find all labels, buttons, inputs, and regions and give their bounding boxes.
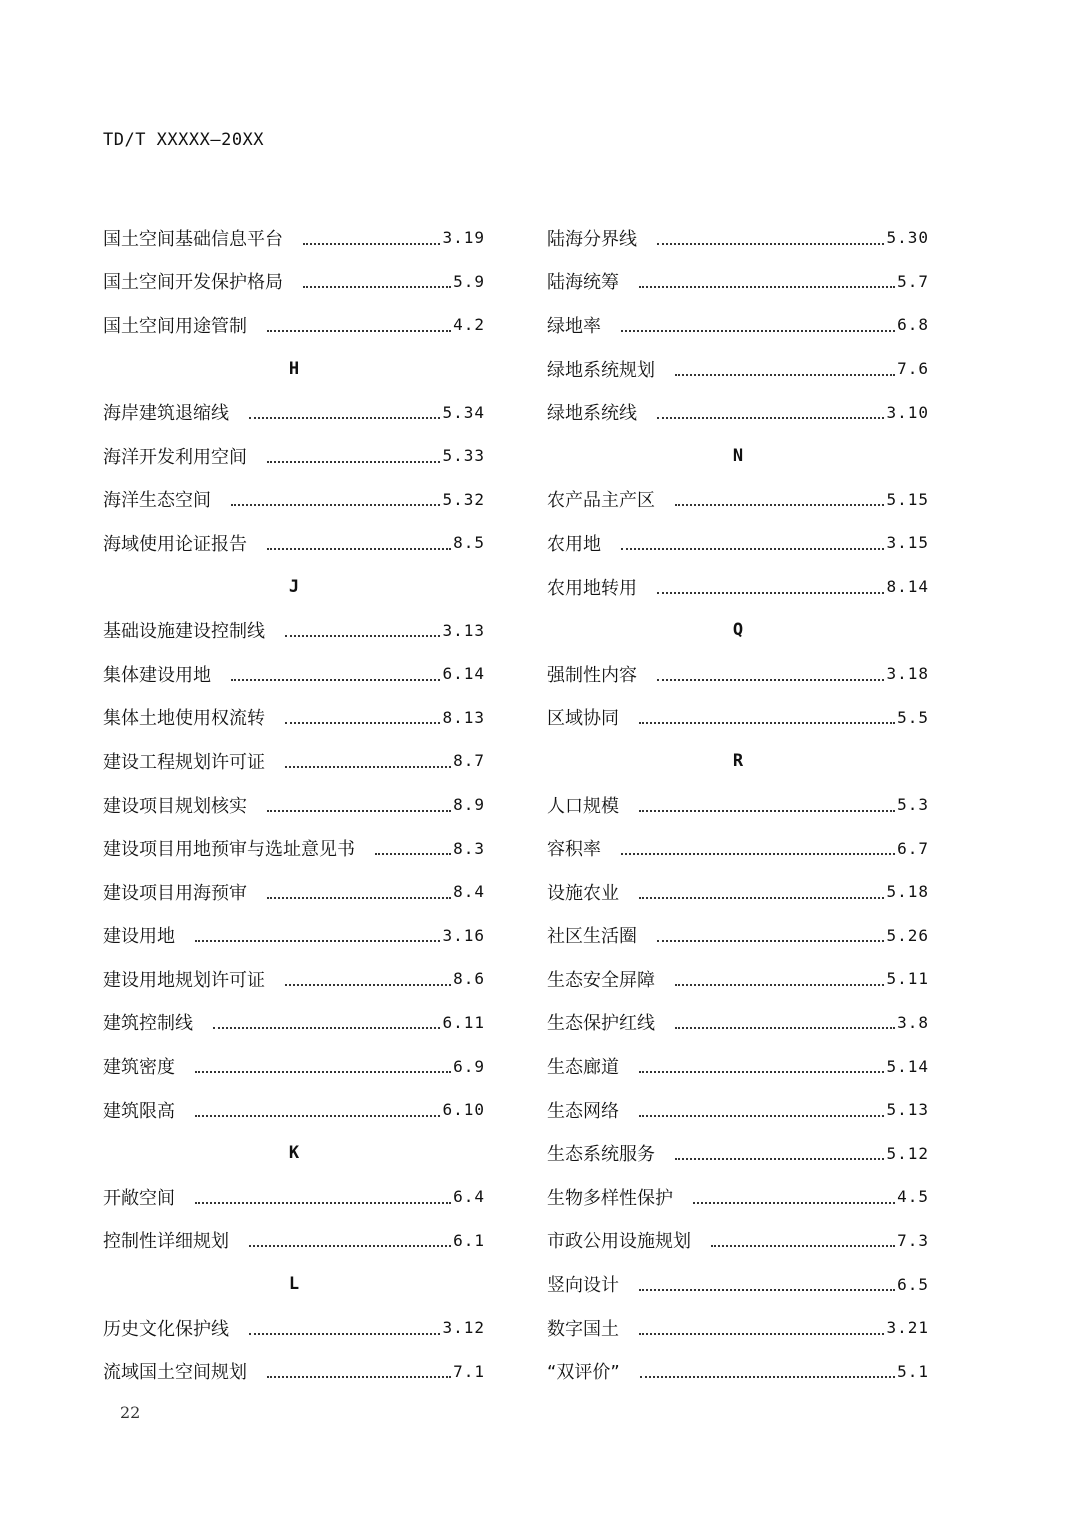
index-term: 陆海统筹 bbox=[547, 272, 619, 294]
index-clause-ref: 6.9 bbox=[453, 1056, 485, 1076]
dot-leader bbox=[195, 940, 440, 942]
index-term: 历史文化保护线 bbox=[103, 1318, 229, 1340]
index-entry bbox=[103, 739, 485, 783]
index-clause-ref: 8.4 bbox=[453, 882, 485, 902]
index-term: 建设工程规划许可证 bbox=[103, 751, 265, 773]
index-term: 海域使用论证报告 bbox=[103, 533, 247, 555]
dot-leader bbox=[213, 1027, 440, 1029]
index-letter-heading: Q bbox=[732, 620, 744, 641]
index-term: 区域协同 bbox=[547, 708, 619, 730]
index-term: 绿地系统线 bbox=[547, 403, 637, 425]
index-letter-heading: N bbox=[732, 445, 744, 466]
index-entry bbox=[103, 783, 485, 827]
index-term: 海洋开发利用空间 bbox=[103, 446, 247, 468]
index-clause-ref: 6.10 bbox=[442, 1100, 485, 1120]
index-clause-ref: 5.34 bbox=[442, 402, 485, 422]
index-entry bbox=[547, 478, 929, 522]
index-entry bbox=[547, 870, 929, 914]
dot-leader bbox=[249, 1333, 440, 1335]
index-term: 农用地 bbox=[547, 533, 601, 555]
index-entry bbox=[547, 390, 929, 434]
index-term: 国土空间用途管制 bbox=[103, 315, 247, 337]
index-term: 国土空间基础信息平台 bbox=[103, 228, 283, 250]
index-clause-ref: 5.3 bbox=[897, 795, 929, 815]
index-clause-ref: 8.9 bbox=[453, 795, 485, 815]
index-letter-heading: R bbox=[732, 750, 744, 771]
index-letter-heading: K bbox=[288, 1143, 300, 1164]
dot-leader bbox=[195, 1115, 440, 1117]
index-term: 容积率 bbox=[547, 839, 601, 861]
dot-leader bbox=[285, 984, 451, 986]
index-clause-ref: 8.3 bbox=[453, 838, 485, 858]
index-term: 农产品主产区 bbox=[547, 490, 655, 512]
index-term: 建筑密度 bbox=[103, 1057, 175, 1079]
index-entry bbox=[547, 521, 929, 565]
index-term: 生态安全屏障 bbox=[547, 969, 655, 991]
index-entry bbox=[103, 1175, 485, 1219]
index-entry bbox=[547, 1044, 929, 1088]
index-term: “双评价” bbox=[547, 1362, 620, 1384]
dot-leader bbox=[639, 897, 884, 899]
index-clause-ref: 8.14 bbox=[886, 577, 929, 597]
dot-leader bbox=[267, 548, 451, 550]
index-clause-ref: 3.13 bbox=[442, 620, 485, 640]
index-clause-ref: 5.11 bbox=[886, 969, 929, 989]
index-entry bbox=[103, 696, 485, 740]
index-term: 生态网络 bbox=[547, 1100, 619, 1122]
index-clause-ref: 6.14 bbox=[442, 664, 485, 684]
index-clause-ref: 3.8 bbox=[897, 1012, 929, 1032]
index-clause-ref: 6.4 bbox=[453, 1187, 485, 1207]
dot-leader bbox=[657, 417, 884, 419]
index-column-right bbox=[547, 216, 929, 1393]
document-code: TD/T XXXXX—20XX bbox=[103, 130, 265, 150]
dot-leader bbox=[267, 897, 451, 899]
dot-leader bbox=[657, 679, 884, 681]
dot-leader bbox=[693, 1202, 895, 1204]
dot-leader bbox=[639, 1071, 884, 1073]
dot-leader bbox=[640, 1376, 895, 1378]
index-clause-ref: 8.7 bbox=[453, 751, 485, 771]
page-number: 22 bbox=[120, 1403, 141, 1422]
dot-leader bbox=[621, 330, 895, 332]
index-clause-ref: 3.12 bbox=[442, 1318, 485, 1338]
index-entry bbox=[103, 434, 485, 478]
index-clause-ref: 5.30 bbox=[886, 228, 929, 248]
index-clause-ref: 8.6 bbox=[453, 969, 485, 989]
dot-leader bbox=[267, 461, 440, 463]
index-entry bbox=[547, 1262, 929, 1306]
index-entry bbox=[547, 1175, 929, 1219]
index-term: 市政公用设施规划 bbox=[547, 1231, 691, 1253]
index-clause-ref: 8.5 bbox=[453, 533, 485, 553]
index-term: 基础设施建设控制线 bbox=[103, 621, 265, 643]
index-entry bbox=[547, 1306, 929, 1350]
index-entry bbox=[103, 521, 485, 565]
index-column-left bbox=[103, 216, 485, 1393]
index-entry bbox=[547, 696, 929, 740]
index-letter-heading: J bbox=[288, 576, 300, 597]
index-entry bbox=[547, 957, 929, 1001]
index-clause-ref: 3.19 bbox=[442, 228, 485, 248]
dot-leader bbox=[267, 1376, 451, 1378]
index-term: 海洋生态空间 bbox=[103, 490, 211, 512]
index-clause-ref: 6.8 bbox=[897, 315, 929, 335]
index-clause-ref: 5.33 bbox=[442, 446, 485, 466]
index-entry bbox=[547, 216, 929, 260]
dot-leader bbox=[639, 810, 895, 812]
dot-leader bbox=[639, 1289, 895, 1291]
index-entry bbox=[547, 783, 929, 827]
dot-leader bbox=[675, 1027, 895, 1029]
dot-leader bbox=[249, 417, 440, 419]
index-entry bbox=[103, 216, 485, 260]
index-term: 生物多样性保护 bbox=[547, 1187, 673, 1209]
dot-leader bbox=[285, 635, 440, 637]
index-entry bbox=[103, 390, 485, 434]
dot-leader bbox=[249, 1245, 451, 1247]
index-term: 建筑控制线 bbox=[103, 1013, 193, 1035]
index-clause-ref: 5.15 bbox=[886, 489, 929, 509]
index-entry bbox=[103, 1306, 485, 1350]
index-clause-ref: 7.3 bbox=[897, 1230, 929, 1250]
index-term: 海岸建筑退缩线 bbox=[103, 403, 229, 425]
index-term: 数字国土 bbox=[547, 1318, 619, 1340]
index-entry bbox=[103, 608, 485, 652]
index-clause-ref: 5.13 bbox=[886, 1100, 929, 1120]
index-entry bbox=[103, 478, 485, 522]
dot-leader bbox=[303, 243, 440, 245]
index-entry bbox=[547, 1131, 929, 1175]
index-clause-ref: 5.7 bbox=[897, 271, 929, 291]
index-term: 国土空间开发保护格局 bbox=[103, 272, 283, 294]
index-term: 集体建设用地 bbox=[103, 664, 211, 686]
index-entry bbox=[547, 1349, 929, 1393]
index-clause-ref: 5.32 bbox=[442, 489, 485, 509]
index-term: 建设项目用海预审 bbox=[103, 882, 247, 904]
dot-leader bbox=[303, 286, 451, 288]
index-term: 绿地率 bbox=[547, 315, 601, 337]
index-term: 生态保护红线 bbox=[547, 1013, 655, 1035]
dot-leader bbox=[231, 679, 440, 681]
dot-leader bbox=[657, 940, 884, 942]
index-term: 建筑限高 bbox=[103, 1100, 175, 1122]
index-clause-ref: 4.2 bbox=[453, 315, 485, 335]
index-entry bbox=[547, 1219, 929, 1263]
index-clause-ref: 3.15 bbox=[886, 533, 929, 553]
index-letter-heading: H bbox=[288, 358, 300, 379]
index-term: 集体土地使用权流转 bbox=[103, 708, 265, 730]
index-entry bbox=[103, 826, 485, 870]
dot-leader bbox=[639, 1115, 884, 1117]
dot-leader bbox=[231, 504, 440, 506]
index-entry bbox=[103, 1001, 485, 1045]
index-clause-ref: 5.26 bbox=[886, 925, 929, 945]
dot-leader bbox=[639, 722, 895, 724]
index-term: 控制性详细规划 bbox=[103, 1231, 229, 1253]
dot-leader bbox=[675, 374, 895, 376]
index-clause-ref: 3.18 bbox=[886, 664, 929, 684]
dot-leader bbox=[285, 722, 440, 724]
index-clause-ref: 5.12 bbox=[886, 1143, 929, 1163]
index-clause-ref: 3.10 bbox=[886, 402, 929, 422]
index-clause-ref: 6.5 bbox=[897, 1274, 929, 1294]
dot-leader bbox=[195, 1071, 451, 1073]
index-term: 建设项目规划核实 bbox=[103, 795, 247, 817]
index-entry bbox=[547, 565, 929, 609]
index-entry bbox=[103, 260, 485, 304]
index-entry bbox=[103, 652, 485, 696]
dot-leader bbox=[711, 1245, 895, 1247]
index-clause-ref: 6.11 bbox=[442, 1012, 485, 1032]
dot-leader bbox=[195, 1202, 451, 1204]
index-clause-ref: 6.1 bbox=[453, 1230, 485, 1250]
index-clause-ref: 5.5 bbox=[897, 707, 929, 727]
index-clause-ref: 7.6 bbox=[897, 359, 929, 379]
dot-leader bbox=[675, 984, 884, 986]
index-entry bbox=[103, 914, 485, 958]
index-term: 绿地系统规划 bbox=[547, 359, 655, 381]
index-clause-ref: 7.1 bbox=[453, 1361, 485, 1381]
index-clause-ref: 3.16 bbox=[442, 925, 485, 945]
index-clause-ref: 4.5 bbox=[897, 1187, 929, 1207]
index-term: 农用地转用 bbox=[547, 577, 637, 599]
index-entry bbox=[103, 1219, 485, 1263]
index-term: 强制性内容 bbox=[547, 664, 637, 686]
index-clause-ref: 6.7 bbox=[897, 838, 929, 858]
index-entry bbox=[103, 1088, 485, 1132]
index-entry bbox=[547, 1088, 929, 1132]
index-term: 建设用地 bbox=[103, 926, 175, 948]
index-entry bbox=[103, 957, 485, 1001]
index-clause-ref: 5.14 bbox=[886, 1056, 929, 1076]
dot-leader bbox=[639, 1333, 884, 1335]
index-entry bbox=[547, 826, 929, 870]
index-entry bbox=[547, 914, 929, 958]
index-clause-ref: 5.18 bbox=[886, 882, 929, 902]
index-entry bbox=[547, 652, 929, 696]
dot-leader bbox=[657, 592, 884, 594]
index-clause-ref: 5.9 bbox=[453, 271, 485, 291]
index-entry bbox=[547, 260, 929, 304]
index-clause-ref: 3.21 bbox=[886, 1318, 929, 1338]
dot-leader bbox=[621, 548, 884, 550]
index-term: 设施农业 bbox=[547, 882, 619, 904]
index-term: 生态系统服务 bbox=[547, 1144, 655, 1166]
dot-leader bbox=[621, 853, 895, 855]
index-term: 生态廊道 bbox=[547, 1057, 619, 1079]
index-term: 陆海分界线 bbox=[547, 228, 637, 250]
index-entry bbox=[103, 303, 485, 347]
index-entry bbox=[547, 303, 929, 347]
index-term: 建设项目用地预审与选址意见书 bbox=[103, 839, 355, 861]
dot-leader bbox=[375, 853, 451, 855]
index-clause-ref: 5.1 bbox=[897, 1361, 929, 1381]
index-entry bbox=[547, 1001, 929, 1045]
index-term: 开敞空间 bbox=[103, 1187, 175, 1209]
index-term: 人口规模 bbox=[547, 795, 619, 817]
index-clause-ref: 8.13 bbox=[442, 707, 485, 727]
dot-leader bbox=[675, 504, 884, 506]
index-term: 建设用地规划许可证 bbox=[103, 969, 265, 991]
dot-leader bbox=[285, 766, 451, 768]
dot-leader bbox=[675, 1158, 884, 1160]
index-letter-heading: L bbox=[288, 1274, 300, 1295]
dot-leader bbox=[639, 286, 895, 288]
index-entry bbox=[547, 347, 929, 391]
index-entry bbox=[103, 1044, 485, 1088]
dot-leader bbox=[657, 243, 884, 245]
index-entry bbox=[103, 1349, 485, 1393]
index-term: 竖向设计 bbox=[547, 1275, 619, 1297]
index-term: 社区生活圈 bbox=[547, 926, 637, 948]
index-entry bbox=[103, 870, 485, 914]
dot-leader bbox=[267, 330, 451, 332]
index-term: 流域国土空间规划 bbox=[103, 1362, 247, 1384]
dot-leader bbox=[267, 810, 451, 812]
